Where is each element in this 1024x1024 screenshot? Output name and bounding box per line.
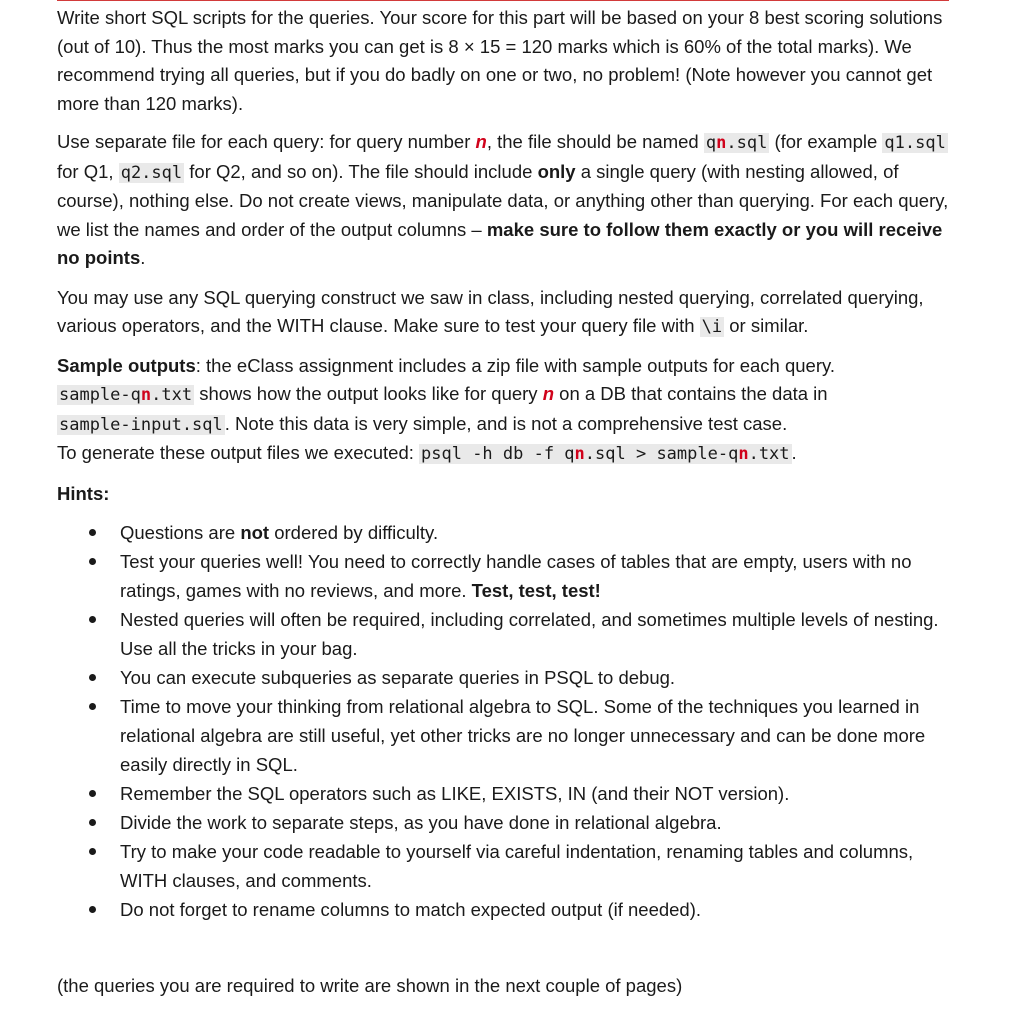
hint-item: You can execute subqueries as separate queries in PSQL to debug. xyxy=(57,663,952,692)
sample-outputs-label: Sample outputs xyxy=(57,354,196,376)
bullet-icon xyxy=(89,703,96,710)
hint-item: Divide the work to separate steps, as you have done in relational algebra. xyxy=(57,808,952,837)
hints-heading: Hints: xyxy=(57,482,110,504)
bullet-icon xyxy=(89,848,96,855)
only-emphasis: only xyxy=(537,160,576,182)
include-command-code: \i xyxy=(701,317,723,337)
example-q2-code: q2.sql xyxy=(120,162,183,183)
hint-item: Questions are not ordered by difficulty. xyxy=(57,518,952,547)
hint-item: Do not forget to rename columns to match expected output (if needed). xyxy=(57,895,952,924)
follow-exactly-warning: make sure to follow them exactly or you will receive no points xyxy=(57,218,943,268)
file-naming-paragraph: Use separate file for each query: for query number n, the file should be named qn.sql (for example q1.sql for Q1, q2.sql for Q2, and so on). The file should include only a single query (with nesting allowed, of course), nothing else. Do not create views, manipulate data, or anything other than querying. For each query, we list the names and order of the output columns – make sure to follow them exactly or you will receive no points. xyxy=(57,131,949,268)
psql-command-code: psql -h db -f qn.sql > sample-qn.txt xyxy=(421,444,790,464)
bullet-icon xyxy=(89,906,96,913)
hint-item: Try to make your code readable to yourself via careful indentation, renaming tables and columns, WITH clauses, and comments. xyxy=(57,837,952,895)
hint-item: Test your queries well! You need to correctly handle cases of tables that are empty, users with no ratings, games with no reviews, and more. Test, test, test! xyxy=(57,547,952,605)
hint-item: Nested queries will often be required, including correlated, and sometimes multiple levels of nesting. Use all the tricks in your bag. xyxy=(57,605,952,663)
sample-outputs-paragraph: Sample outputs: the eClass assignment includes a zip file with sample outputs for each query. sample-qn.txt shows how the output looks like for query n on a DB that contains the data in sample-input.sql . Note this data is very simple, and is not a comprehensive test case. To generate these output files we executed: psql -h db -f qn.sql > sample-qn.txt . xyxy=(57,354,836,464)
bullet-icon xyxy=(89,674,96,681)
sample-input-file-code: sample-input.sql xyxy=(59,414,223,435)
top-divider xyxy=(57,0,949,1)
sql-constructs-paragraph: You may use any SQL querying construct we saw in class, including nested querying, correlated querying, various operators, and the WITH clause. Make sure to test your query file with \i or similar. xyxy=(57,286,924,337)
bullet-icon xyxy=(89,790,96,797)
hint-item: Time to move your thinking from relational algebra to SQL. Some of the techniques you learned in relational algebra are still useful, yet other tricks are no longer unnecessary and can be done more easily directly in SQL. xyxy=(57,692,952,779)
hint-item: Remember the SQL operators such as LIKE, EXISTS, IN (and their NOT version). xyxy=(57,779,952,808)
closing-note: (the queries you are required to write are shown in the next couple of pages) xyxy=(57,975,683,996)
bullet-icon xyxy=(89,529,96,536)
hints-list xyxy=(57,518,952,924)
bullet-icon xyxy=(89,819,96,826)
document-page xyxy=(57,4,952,1001)
filename-pattern-code: qn.sql xyxy=(705,133,768,153)
intro-paragraph: Write short SQL scripts for the queries. Your score for this part will be based on your 8 best scoring solutions (out of 10). Thus the most marks you can get is 8 × 15 = 120 marks which is 60% of the total marks). We recommend trying all queries, but if you do badly on one or two, no problem! (Note however you cannot get more than 120 marks). xyxy=(57,7,943,114)
example-q1-code: q1.sql xyxy=(884,133,946,153)
sample-output-file-code: sample-qn.txt xyxy=(59,385,193,405)
bullet-icon xyxy=(89,558,96,565)
bullet-icon xyxy=(89,616,96,623)
query-number-variable: n xyxy=(475,131,487,152)
